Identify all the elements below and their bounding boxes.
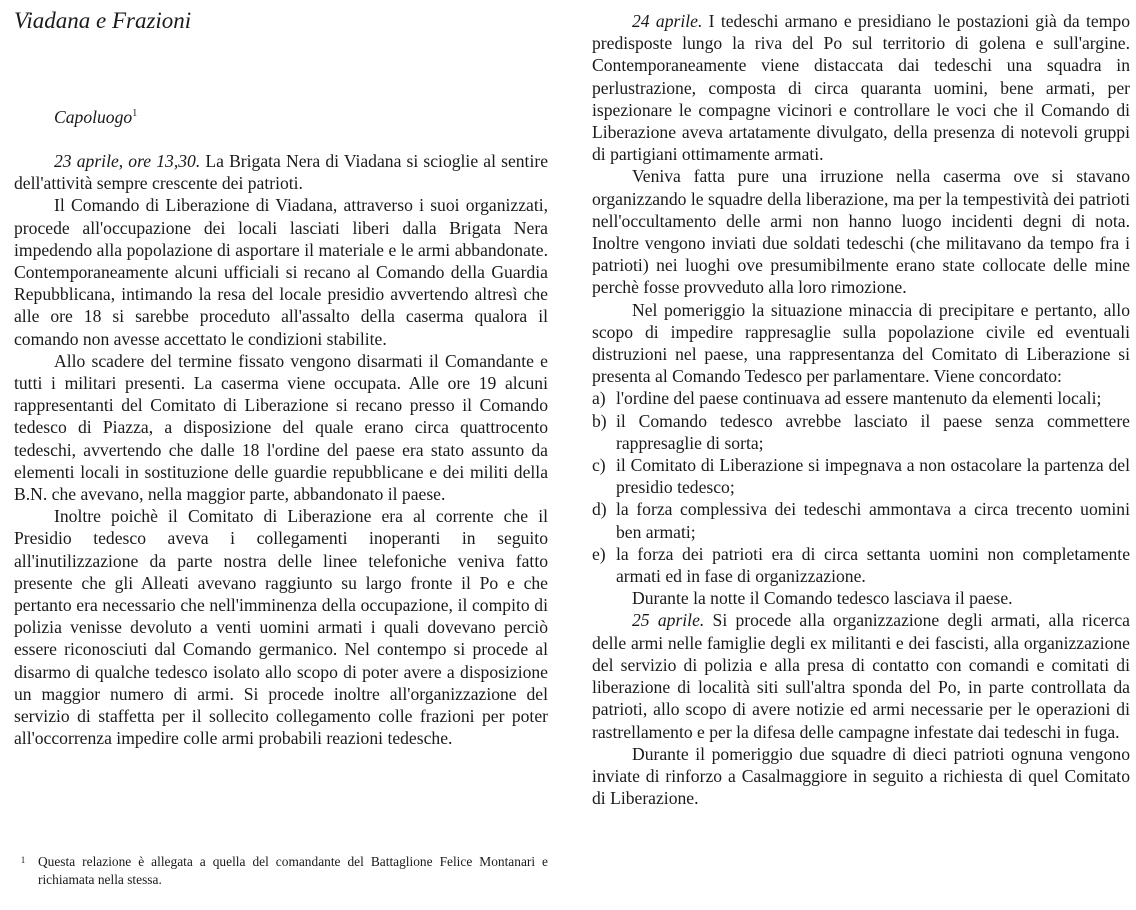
list-letter: a) — [592, 388, 606, 409]
paragraph: Veniva fatta pure una irruzione nella caserma ove si stavano organizzando le squadre della liberazione, ma per la tempestività dei patrioti nell'occultamento delle armi non hanno luogo incidenti degni di nota. Inoltre vengono inviati due soldati tedeschi (che militavano da tempo fra i patrioti) nei luoghi ove presumibilmente erano state collocate delle mine perchè fosse provveduto alla loro rimozione. — [592, 166, 1130, 298]
subtitle-text: Capoluogo — [54, 106, 133, 127]
footnote-reference: 1 — [132, 108, 138, 119]
paragraph-text: Si procede alla organizzazione degli armati, alla ricerca delle armi nelle famiglie degli ex militanti e dei fascisti, alla organizzazione del servizio di polizia e alla presa di contatto con comandi e comitati di liberazione di località siti sull'altra sponda del Po, in parte controllata da patrioti, allo scopo di avere notizie ed armi necessarie per le operazioni di rastrellamento e per la difesa delle campagne infestate dai tedeschi in fuga. — [592, 610, 1130, 742]
paragraph-text: La Brigata Nera di Viadana si scioglie al sentire dell'attività sempre crescente dei patrioti. — [14, 151, 548, 194]
paragraph — [14, 150, 548, 194]
list-item-text: la forza complessiva dei tedeschi ammontava a circa trecento uomini ben armati; — [616, 499, 1130, 542]
list-item — [592, 543, 1130, 587]
right-text-block — [592, 10, 1130, 809]
date-lead: 23 aprile, ore 13,30. — [54, 151, 201, 171]
list-item-text: il Comitato di Liberazione si impegnava a non ostacolare la partenza del presidio tedesco; — [616, 455, 1130, 498]
paragraph: Nel pomeriggio la situazione minaccia di precipitare e pertanto, allo scopo di impedire rappresaglie sulla popolazione civile ed eventuali distruzioni nel paese, una rappresentanza del Comitato di Liberazione si presenta al Comando Tedesco per parlamentare. Viene concordato: — [592, 299, 1130, 387]
section-subtitle — [54, 103, 137, 128]
paragraph-text: I tedeschi armano e presidiano le postazioni già da tempo predisposte lungo la riva del Po sul territorio di golena e sull'argine. Contemporaneamente viene distaccata dai tedeschi una squadra in perlustrazione, composta di circa quaranta uomini, bene armati, per ispezionare le compagne vicinori e controllare le voci che il Comando di Liberazione aveva artatamente divulgato, della presenza di notevoli gruppi di partigiani ottimamente armati. — [592, 11, 1130, 165]
list-item-text: l'ordine del paese continuava ad essere mantenuto da elementi locali; — [616, 388, 1102, 409]
list-item — [592, 410, 1130, 454]
list-letter: b) — [592, 410, 607, 431]
paragraph: Allo scadere del termine fissato vengono disarmati il Comandante e tutti i militari presenti. La caserma viene occupata. Alle ore 19 alcuni rappresentanti del Comitato di Liberazione si recano presso il Comando tedesco di Piazza, a disposizione del quale erano circa quattrocento tedeschi, avvertendo che dalle 18 l'ordine del paese era stato assunto da elementi locali in sostituzione delle guardie repubblicane e dei militi della B.N. che avevano, nella maggior parte, abbandonato il paese. — [14, 350, 548, 505]
list-item-text: la forza dei patrioti era di circa settanta uomini non completamente armati ed in fase di organizzazione. — [616, 543, 1130, 587]
paragraph — [592, 10, 1130, 165]
paragraph: Il Comando di Liberazione di Viadana, attraverso i suoi organizzati, procede all'occupazione dei locali lasciati liberi dalla Brigata Nera impedendo alla popolazione di asportare il materiale e le armi abbandonate. Contemporaneamente alcuni ufficiali si recano al Comando della Guardia Repubblicana, intimando la resa del locale presidio avvertendo altresì che alle ore 18 si sarebbe proceduto all'assalto della caserma qualora il comando non avesse accettato le condizioni stabilite. — [14, 195, 548, 349]
footnote-text: Questa relazione è allegata a quella del comandante del Battaglione Felice Montanari e richiamata nella stessa. — [38, 854, 548, 887]
list-item — [592, 454, 1130, 498]
paragraph — [592, 609, 1130, 742]
paragraph: Inoltre poichè il Comitato di Liberazione era al corrente che il Presidio tedesco aveva i collegamenti inoperanti in seguito all'inutilizzazione da parte nostra delle linee telefoniche veniva fatto presente che gli Alleati avevano raggiunto su largo fronte il Po e che pertanto era necessario che nell'imminenza della occupazione, il compito di polizia venisse devoluto a venti uomini armati i quali dovevano perciò essere riconosciuti dal Comando germanico. Nel contempo si procede al disarmo di qualche tedesco isolato allo scopo di poter avere a disposizione un maggior numero di armi. Si procede inoltre all'organizzazione del servizio di staffetta per il sollecito collegamento colle frazioni per poter all'occorrenza impedire colle armi probabili reazioni tedesche. — [14, 506, 548, 749]
date-lead: 25 aprile. — [632, 610, 705, 631]
list-letter: d) — [592, 499, 607, 520]
footnote — [14, 853, 548, 889]
list-item-text: il Comando tedesco avrebbe lasciato il paese senza commettere rappresaglie di sorta; — [616, 410, 1130, 453]
list-letter: e) — [592, 543, 606, 564]
list-item — [592, 387, 1130, 409]
agreement-list — [592, 387, 1130, 587]
list-letter: c) — [592, 455, 606, 476]
left-text-block — [14, 150, 548, 749]
date-lead: 24 aprile. — [632, 11, 703, 31]
paragraph: Durante il pomeriggio due squadre di dieci patrioti ognuna vengono inviate di rinforzo a Casalmaggiore in seguito a richiesta di quel Comitato di Liberazione. — [592, 743, 1130, 809]
list-item — [592, 498, 1130, 542]
page-title: Viadana e Frazioni — [14, 8, 192, 33]
paragraph: Durante la notte il Comando tedesco lasciava il paese. — [632, 588, 1013, 609]
footnote-mark: 1 — [20, 855, 26, 865]
